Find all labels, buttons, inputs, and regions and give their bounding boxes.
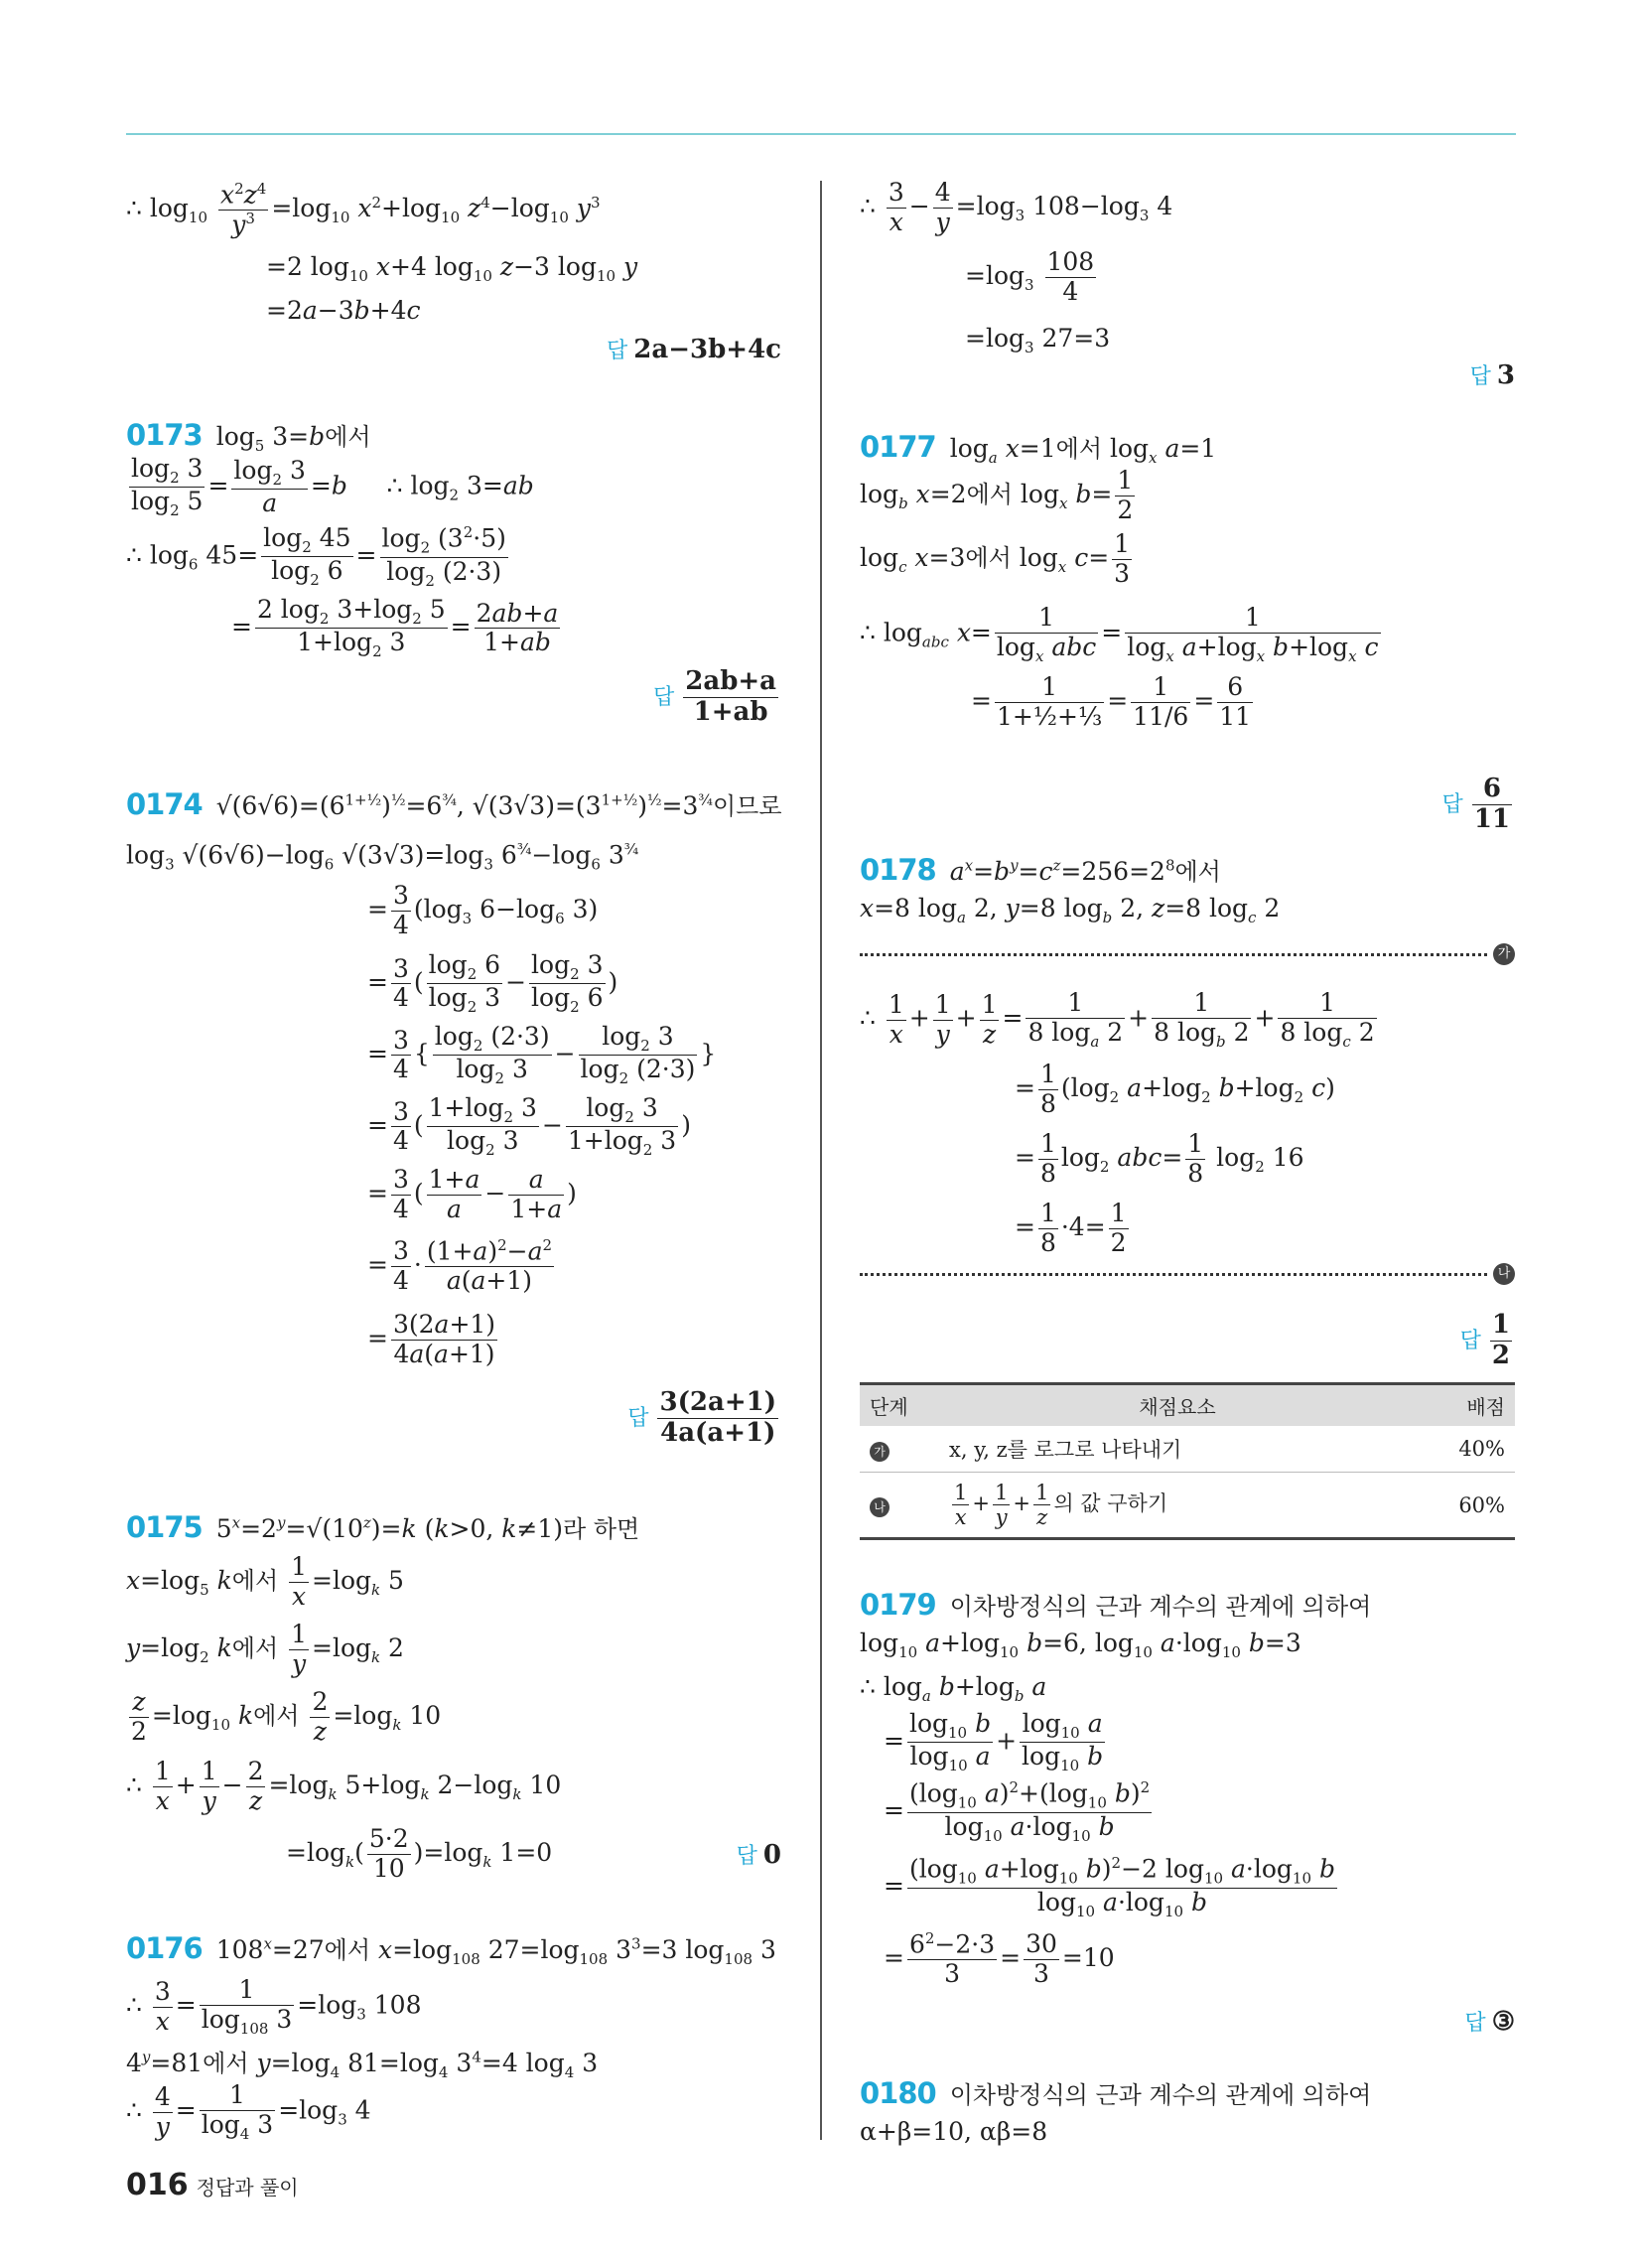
page-number: 016 xyxy=(126,2168,189,2202)
math-line: ∴ $\frac{1}{x}$ + $\frac{1}{y}$ + $\frac{1}{z}$ = $\frac{1}{8 \log_a 2}$ + $\frac{1}{8 \log_b 2}$ + $\frac{1}{8 \log_c 2}$ xyxy=(860,988,1375,1051)
math-line: = $\frac{1}{8}$ $\log_2 abc=$ $\frac{1}{8}$ $\log_2 16$ xyxy=(1015,1129,1304,1188)
step-marker-a: 가 xyxy=(1493,943,1515,965)
table-row: 나 $\frac{1}{x}$ + $\frac{1}{y}$ + $\frac{1}{z}$ 의 값 구하기 60% xyxy=(860,1473,1515,1539)
math-line: = $\frac{1}{8}$ ·4= $\frac{1}{2}$ xyxy=(1015,1199,1127,1257)
problem-line: 0180 이차방정식의 근과 계수의 관계에 의하여 xyxy=(860,2076,1372,2110)
math-line: $\frac{z}{2}$ $=\log_{10}$ k에서 $\frac{2}{z}$ $=\log_k$ 10 xyxy=(131,1687,442,1746)
problem-line: 0174 $√(6√6)=(6^{1+\frac{1}{2}})^{\frac{1}{2}}=6^{\frac{3}{4}}$, $√(3√3)=(3^{1+\frac{1}{2}})^{\frac{1}{2}}=3^{\frac{3}{4}}$이므로 xyxy=(126,787,782,821)
math-line: $x=\log_5$ k에서 $\frac{1}{x}$ $=\log_k$ 5 xyxy=(126,1552,404,1611)
problem-number: 0180 xyxy=(860,2076,936,2110)
math-line: ∴ $\frac{4}{y}$ = $\frac{1}{\log_4 3}$ $=\log_3$ 4 xyxy=(126,2080,371,2143)
dotted-separator xyxy=(860,1273,1487,1276)
math-line: ∴ $\log_{10}$ $\frac{x^2z^4}{y^3}$ $=\log_{10}$ $x^2+\log_{10}$ $z^4-\log_{10}$ $y^3$ xyxy=(126,180,601,239)
math-line: ∴ $\frac{1}{x}$ + $\frac{1}{y}$ − $\frac{2}{z}$ $=\log_k$ $5+\log_k$ $2-\log_k$ 10 xyxy=(126,1757,562,1815)
problem-line: 0177 $\log_a x=1$에서 $\log_x a=1$ xyxy=(860,430,1217,467)
dotted-separator xyxy=(860,953,1487,956)
math-line: $\frac{\log_2 3}{\log_2 5}$ = $\frac{\log_2 3}{a}$ =b ∴ $\log_2 3=ab$ xyxy=(131,454,534,520)
problem-number: 0177 xyxy=(860,430,936,464)
math-line: = $\frac{1}{8}$ ($\log_2$ $a+\log_2$ $b+\log_2$ c) xyxy=(1015,1060,1335,1118)
math-line: ∴ $\log_{abc} x=$ $\frac{1}{\log_x abc}$ = $\frac{1}{\log_x a+\log_x b+\log_x c}$ xyxy=(860,603,1379,665)
answer-0173: 답 $\frac{2ab+a}{1+ab}$ xyxy=(652,666,776,727)
problem-number: 0176 xyxy=(126,1931,203,1965)
problem-number: 0178 xyxy=(860,853,936,887)
problem-number: 0173 xyxy=(126,418,203,452)
math-line: $=\log_3$ $\frac{108}{4}$ xyxy=(965,247,1095,306)
problem-number: 0179 xyxy=(860,1588,936,1622)
math-line: ∴ $\log_a b+\log_b$ a xyxy=(860,1672,1047,1705)
answer-0174: 답 $\frac{3(2a+1)}{4a(a+1)}$ xyxy=(627,1387,776,1448)
math-line: = $\frac{(\log_{10} a+\log_{10} b)^2-2 \log_{10} a\cdot\log_{10} b}{\log_{10} a\cdot\log_{10} b}$ xyxy=(884,1854,1335,1920)
math-line: = $\frac{3}{4}$ ( $\frac{1+\log_2 3}{\log_2 3}$ − $\frac{\log_2 3}{1+\log_2 3}$ ) xyxy=(367,1093,691,1160)
math-line: α+β=10, αβ=8 xyxy=(860,2117,1048,2146)
problem-line: 0173 $\log_5 3=b$에서 xyxy=(126,418,371,455)
math-line: = $\frac{1}{\text{1+½+⅓}}$ = $\frac{1}{11/6}$ = $\frac{6}{11}$ xyxy=(971,672,1252,731)
math-line: $4^y=81$에서 $y=\log_4$ $81=\log_4$ $3^4=4$ $\log_4 3$ xyxy=(126,2048,599,2081)
math-line: $=\log_k$( $\frac{5\cdot 2}{10}$ )$=\log_k$ 1=0 xyxy=(286,1824,553,1883)
table-header-row: 단계 채점요소 배점 xyxy=(860,1384,1515,1427)
math-line: = $\frac{3(2a+1)}{4a(a+1)}$ xyxy=(367,1310,496,1368)
math-line: ∴ $\log_6 45=$ $\frac{\log_2 45}{\log_2 6}$ = $\frac{\log_2 (3^2\cdot 5)}{\log_2 (2\cdot 3)}$ xyxy=(126,523,506,590)
answer-0175: 답 0 xyxy=(736,1840,781,1870)
math-line: ∴ $\frac{3}{x}$ − $\frac{4}{y}$ $=\log_3$ $108-\log_3$ 4 xyxy=(860,178,1173,236)
math-line: =2 $\log_{10} x+4$ $\log_{10} z-3$ $\log_{10} y$ xyxy=(266,252,638,285)
answer-0178: 답 $\frac{1}{2}$ xyxy=(1459,1310,1510,1370)
math-line: ∴ $\frac{3}{x}$ = $\frac{1}{\log_{108} 3}$ $=\log_3$ 108 xyxy=(126,1975,422,2038)
math-line: = $\frac{6^2-2\cdot 3}{3}$ = $\frac{30}{3}$ =10 xyxy=(884,1929,1115,1989)
header-rule xyxy=(126,133,1516,135)
math-line: $\log_c x=3$에서 $\log_x c=$ $\frac{1}{3}$ xyxy=(860,529,1131,588)
math-line: =2a−3b+4c xyxy=(266,296,421,325)
answer-0179: 답 ③ xyxy=(1464,2007,1515,2037)
problem-line: 0175 $5^x=2^y=√(10^z)=k$ (k>0, k≠1)라 하면 xyxy=(126,1510,640,1544)
scoring-table xyxy=(860,1382,1515,1540)
page-footer xyxy=(126,2168,299,2202)
problem-line: 0176 $108^x=27$에서 $x=\log_{108}$ $27=\log_{108}$ $3^3=3$ $\log_{108} 3$ xyxy=(126,1931,776,1968)
math-line: = $\frac{(\log_{10} a)^2+(\log_{10} b)^2}{\log_{10} a\cdot\log_{10} b}$ xyxy=(884,1778,1151,1845)
math-line: = $\frac{3}{4}$ ( $\frac{1+a}{a}$ − $\frac{a}{1+a}$ ) xyxy=(367,1165,577,1223)
math-line: = $\frac{3}{4}$ { $\frac{\log_2 (2\cdot 3)}{\log_2 3}$ − $\frac{\log_2 3}{\log_2 (2\cdot 3)}$ } xyxy=(367,1022,717,1088)
math-line: = $\frac{3}{4}$ ($\log_3$ $6-\log_6$ 3) xyxy=(367,881,599,939)
problem-line: 0179 이차방정식의 근과 계수의 관계에 의하여 xyxy=(860,1588,1372,1622)
problem-number: 0174 xyxy=(126,787,203,821)
math-line: $\log_3 √(6√6)-\log_6$ $√(3√3)=\log_3$ $6^{\frac{3}{4}}-\log_6$ $3^{\frac{3}{4}}$ xyxy=(126,840,639,874)
column-divider xyxy=(820,181,822,2140)
math-line: = $\frac{2 \log_2 3+\log_2 5}{1+\log_2 3}$ = $\frac{2ab+a}{1+ab}$ xyxy=(231,595,559,661)
math-line: x=8 $\log_a 2$, y=8 $\log_b 2$, z=8 $\log_c 2$ xyxy=(860,894,1281,926)
math-line: $\log_{10} a+\log_{10}$ b=6, $\log_{10} a\cdot\log_{10}$ b=3 xyxy=(860,1629,1301,1661)
answer-0176: 답 3 xyxy=(1469,360,1515,390)
math-line: = $\frac{3}{4}$ · $\frac{(1+a)^2-a^2}{a(a+1)}$ xyxy=(367,1236,553,1296)
answer-0172: 답 2a−3b+4c xyxy=(607,335,781,364)
answer-0177: 답 $\frac{6}{11}$ xyxy=(1441,774,1510,834)
math-line: $\log_b x=2$에서 $\log_x b=$ $\frac{1}{2}$ xyxy=(860,466,1134,524)
step-marker-b: 나 xyxy=(1493,1263,1515,1285)
problem-number: 0175 xyxy=(126,1510,203,1544)
math-line: = $\frac{3}{4}$ ( $\frac{\log_2 6}{\log_2 3}$ − $\frac{\log_2 3}{\log_2 6}$ ) xyxy=(367,950,618,1017)
math-line: $y=\log_2$ k에서 $\frac{1}{y}$ $=\log_k$ 2 xyxy=(126,1620,404,1678)
problem-line: 0178 $a^x=b^y=c^z=256=2^8$에서 xyxy=(860,853,1221,887)
footer-title: 정답과 풀이 xyxy=(196,2176,299,2199)
math-line: $=\log_3$ 27=3 xyxy=(965,324,1111,356)
math-line: = $\frac{\log_{10} b}{\log_{10} a}$ + $\frac{\log_{10} a}{\log_{10} b}$ xyxy=(884,1709,1104,1775)
table-row: 가 x, y, z를 로그로 나타내기 40% xyxy=(860,1426,1515,1473)
